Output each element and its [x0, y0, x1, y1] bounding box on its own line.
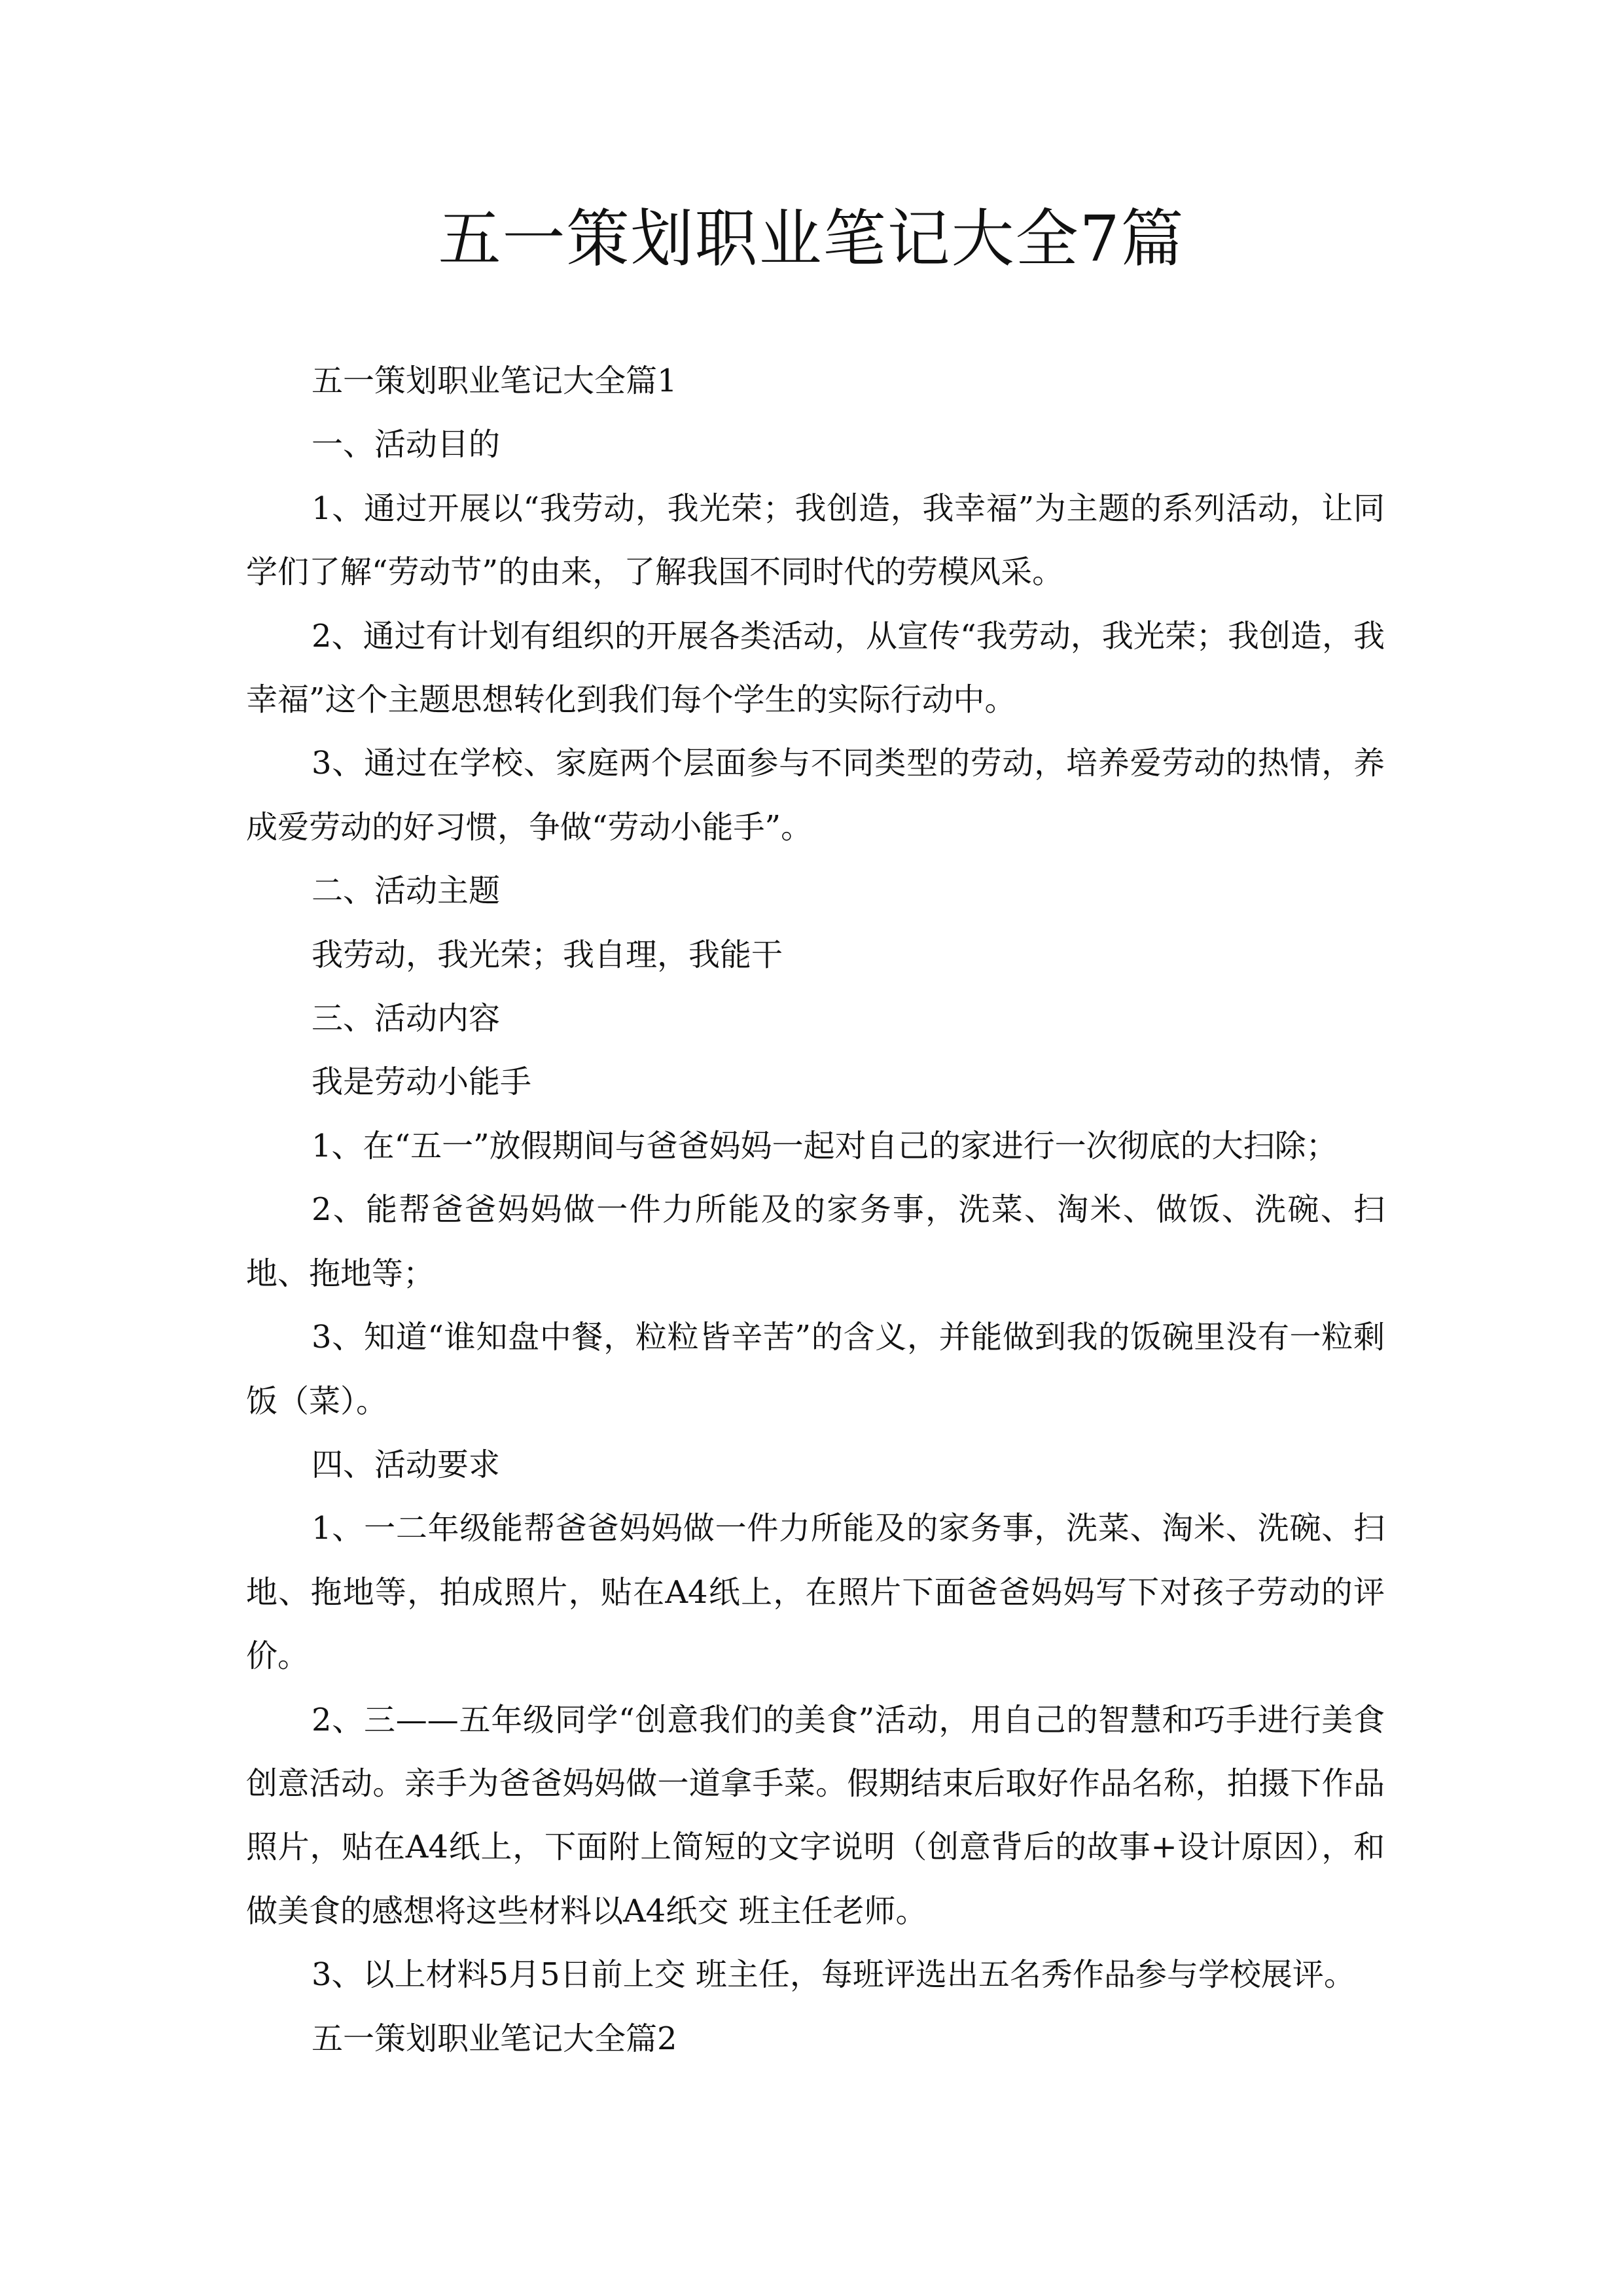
- section-heading-part-2: 五一策划职业笔记大全篇2: [312, 2020, 677, 2057]
- paragraph-content-subtitle: 我是劳动小能手: [312, 1064, 532, 1101]
- paragraph-theme: 我劳动，我光荣；我自理，我能干: [312, 936, 783, 973]
- document-body: [246, 350, 1385, 2071]
- heading-activity-purpose: 一、活动目的: [312, 426, 501, 463]
- section-heading-part-1: 五一策划职业笔记大全篇1: [312, 363, 677, 399]
- paragraph-content-3: 3、知道“谁知盘中餐，粒粒皆辛苦”的含义，并能做到我的饭碗里没有一粒剩饭（菜）。: [246, 1319, 1385, 1420]
- paragraph-content-1: 1、在“五一”放假期间与爸爸妈妈一起对自己的家进行一次彻底的大扫除；: [312, 1127, 1338, 1164]
- paragraph-purpose-1: 1、通过开展以“我劳动，我光荣；我创造，我幸福”为主题的系列活动，让同学们了解“劳动节”的由来，了解我国不同时代的劳模风采。: [246, 490, 1385, 591]
- heading-activity-requirements: 四、活动要求: [312, 1446, 501, 1483]
- paragraph-requirement-2: 2、三——五年级同学“创意我们的美食”活动，用自己的智慧和巧手进行美食创意活动。亲手为爸爸妈妈做一道拿手菜。假期结束后取好作品名称，拍摄下作品照片，贴在A4纸上，下面附上简短的文字说明（创意背后的故事+设计原因），和做美食的感想将这些材料以A4纸交 班主任老师。: [246, 1701, 1385, 1929]
- heading-activity-theme: 二、活动主题: [312, 872, 501, 910]
- document-title: 五一策划职业笔记大全7篇: [438, 202, 1185, 276]
- paragraph-requirement-1: 1、一二年级能帮爸爸妈妈做一件力所能及的家务事，洗菜、淘米、洗碗、扫地、拖地等，拍成照片，贴在A4纸上，在照片下面爸爸妈妈写下对孩子劳动的评价。: [246, 1510, 1385, 1675]
- heading-activity-content: 三、活动内容: [312, 1000, 501, 1037]
- paragraph-purpose-2: 2、通过有计划有组织的开展各类活动，从宣传“我劳动，我光荣；我创造，我幸福”这个主题思想转化到我们每个学生的实际行动中。: [246, 617, 1385, 719]
- paragraph-content-2: 2、能帮爸爸妈妈做一件力所能及的家务事，洗菜、淘米、做饭、洗碗、扫地、拖地等；: [246, 1191, 1385, 1292]
- paragraph-purpose-3: 3、通过在学校、家庭两个层面参与不同类型的劳动，培养爱劳动的热情，养成爱劳动的好习惯，争做“劳动小能手”。: [246, 745, 1385, 846]
- paragraph-requirement-3: 3、以上材料5月5日前上交 班主任，每班评选出五名秀作品参与学校展评。: [312, 1956, 1355, 1994]
